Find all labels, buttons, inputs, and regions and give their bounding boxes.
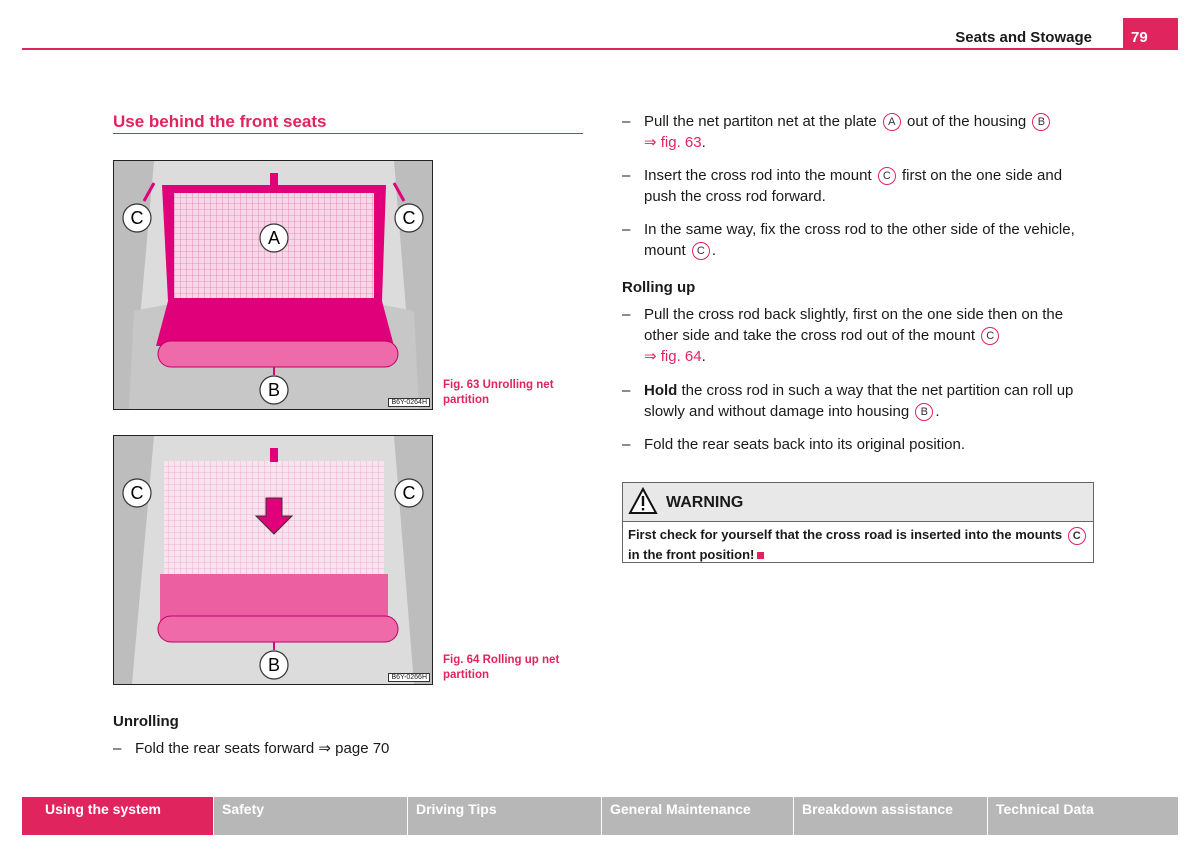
- fig64-label-b: B: [267, 655, 281, 675]
- nav-tab-technical-data[interactable]: Technical Data: [988, 797, 1178, 835]
- page-number: 79: [1123, 18, 1178, 50]
- housing-roll: [158, 616, 398, 642]
- marker-c: C: [981, 327, 999, 345]
- page-ref-link[interactable]: page 70: [335, 740, 390, 757]
- figure-64-illustration: [113, 435, 433, 685]
- warning-triangle-icon: [628, 487, 658, 515]
- housing-roll: [158, 341, 398, 367]
- figure-63-caption: Fig. 63 Unrolling net partition: [443, 379, 554, 406]
- section-title: Use behind the front seats: [113, 112, 327, 131]
- arrow-icon: ⇒: [318, 740, 331, 757]
- rolling-up-heading: Rolling up: [622, 279, 696, 296]
- section-rule: [113, 133, 583, 134]
- marker-a: A: [883, 113, 901, 131]
- marker-c: C: [878, 167, 896, 185]
- header-rule: [22, 48, 1178, 50]
- marker-c: C: [692, 242, 710, 260]
- end-square-icon: [757, 552, 764, 559]
- list-dash: –: [113, 740, 122, 757]
- nav-tab-general-maintenance[interactable]: General Maintenance: [602, 797, 793, 835]
- fig64-label-c-left: C: [130, 483, 144, 503]
- warning-title: WARNING: [666, 494, 744, 511]
- fig63-label-c-left: C: [130, 208, 144, 228]
- figure-63-illustration: [113, 160, 433, 410]
- fig63-label-a: A: [267, 228, 281, 248]
- marker-c: C: [1068, 527, 1086, 545]
- figure-code: B6Y-0264H: [388, 398, 430, 407]
- nav-tab-using-the-system[interactable]: Using the system: [22, 797, 213, 835]
- fig64-label-c-right: C: [402, 483, 416, 503]
- figure-64-caption: Fig. 64 Rolling up net partition: [443, 654, 560, 681]
- nav-tab-driving-tips[interactable]: Driving Tips: [408, 797, 601, 835]
- fig-63-ref-link[interactable]: ⇒ fig. 63: [644, 134, 702, 151]
- fig63-label-c-right: C: [402, 208, 416, 228]
- marker-b: B: [915, 403, 933, 421]
- fig63-label-b: B: [267, 380, 281, 400]
- warning-text: First check for yourself that the cross road is inserted into the mounts C in the front position!: [623, 522, 1093, 567]
- warning-box: [622, 482, 1094, 563]
- unrolling-heading: Unrolling: [113, 713, 179, 730]
- nav-tab-breakdown-assistance[interactable]: Breakdown assistance: [794, 797, 987, 835]
- nav-tab-safety[interactable]: Safety: [214, 797, 407, 835]
- figure-code: B6Y-0266H: [388, 673, 430, 682]
- fig-64-ref-link[interactable]: ⇒ fig. 64: [644, 348, 702, 365]
- page-header-title: Seats and Stowage: [955, 29, 1092, 46]
- marker-b: B: [1032, 113, 1050, 131]
